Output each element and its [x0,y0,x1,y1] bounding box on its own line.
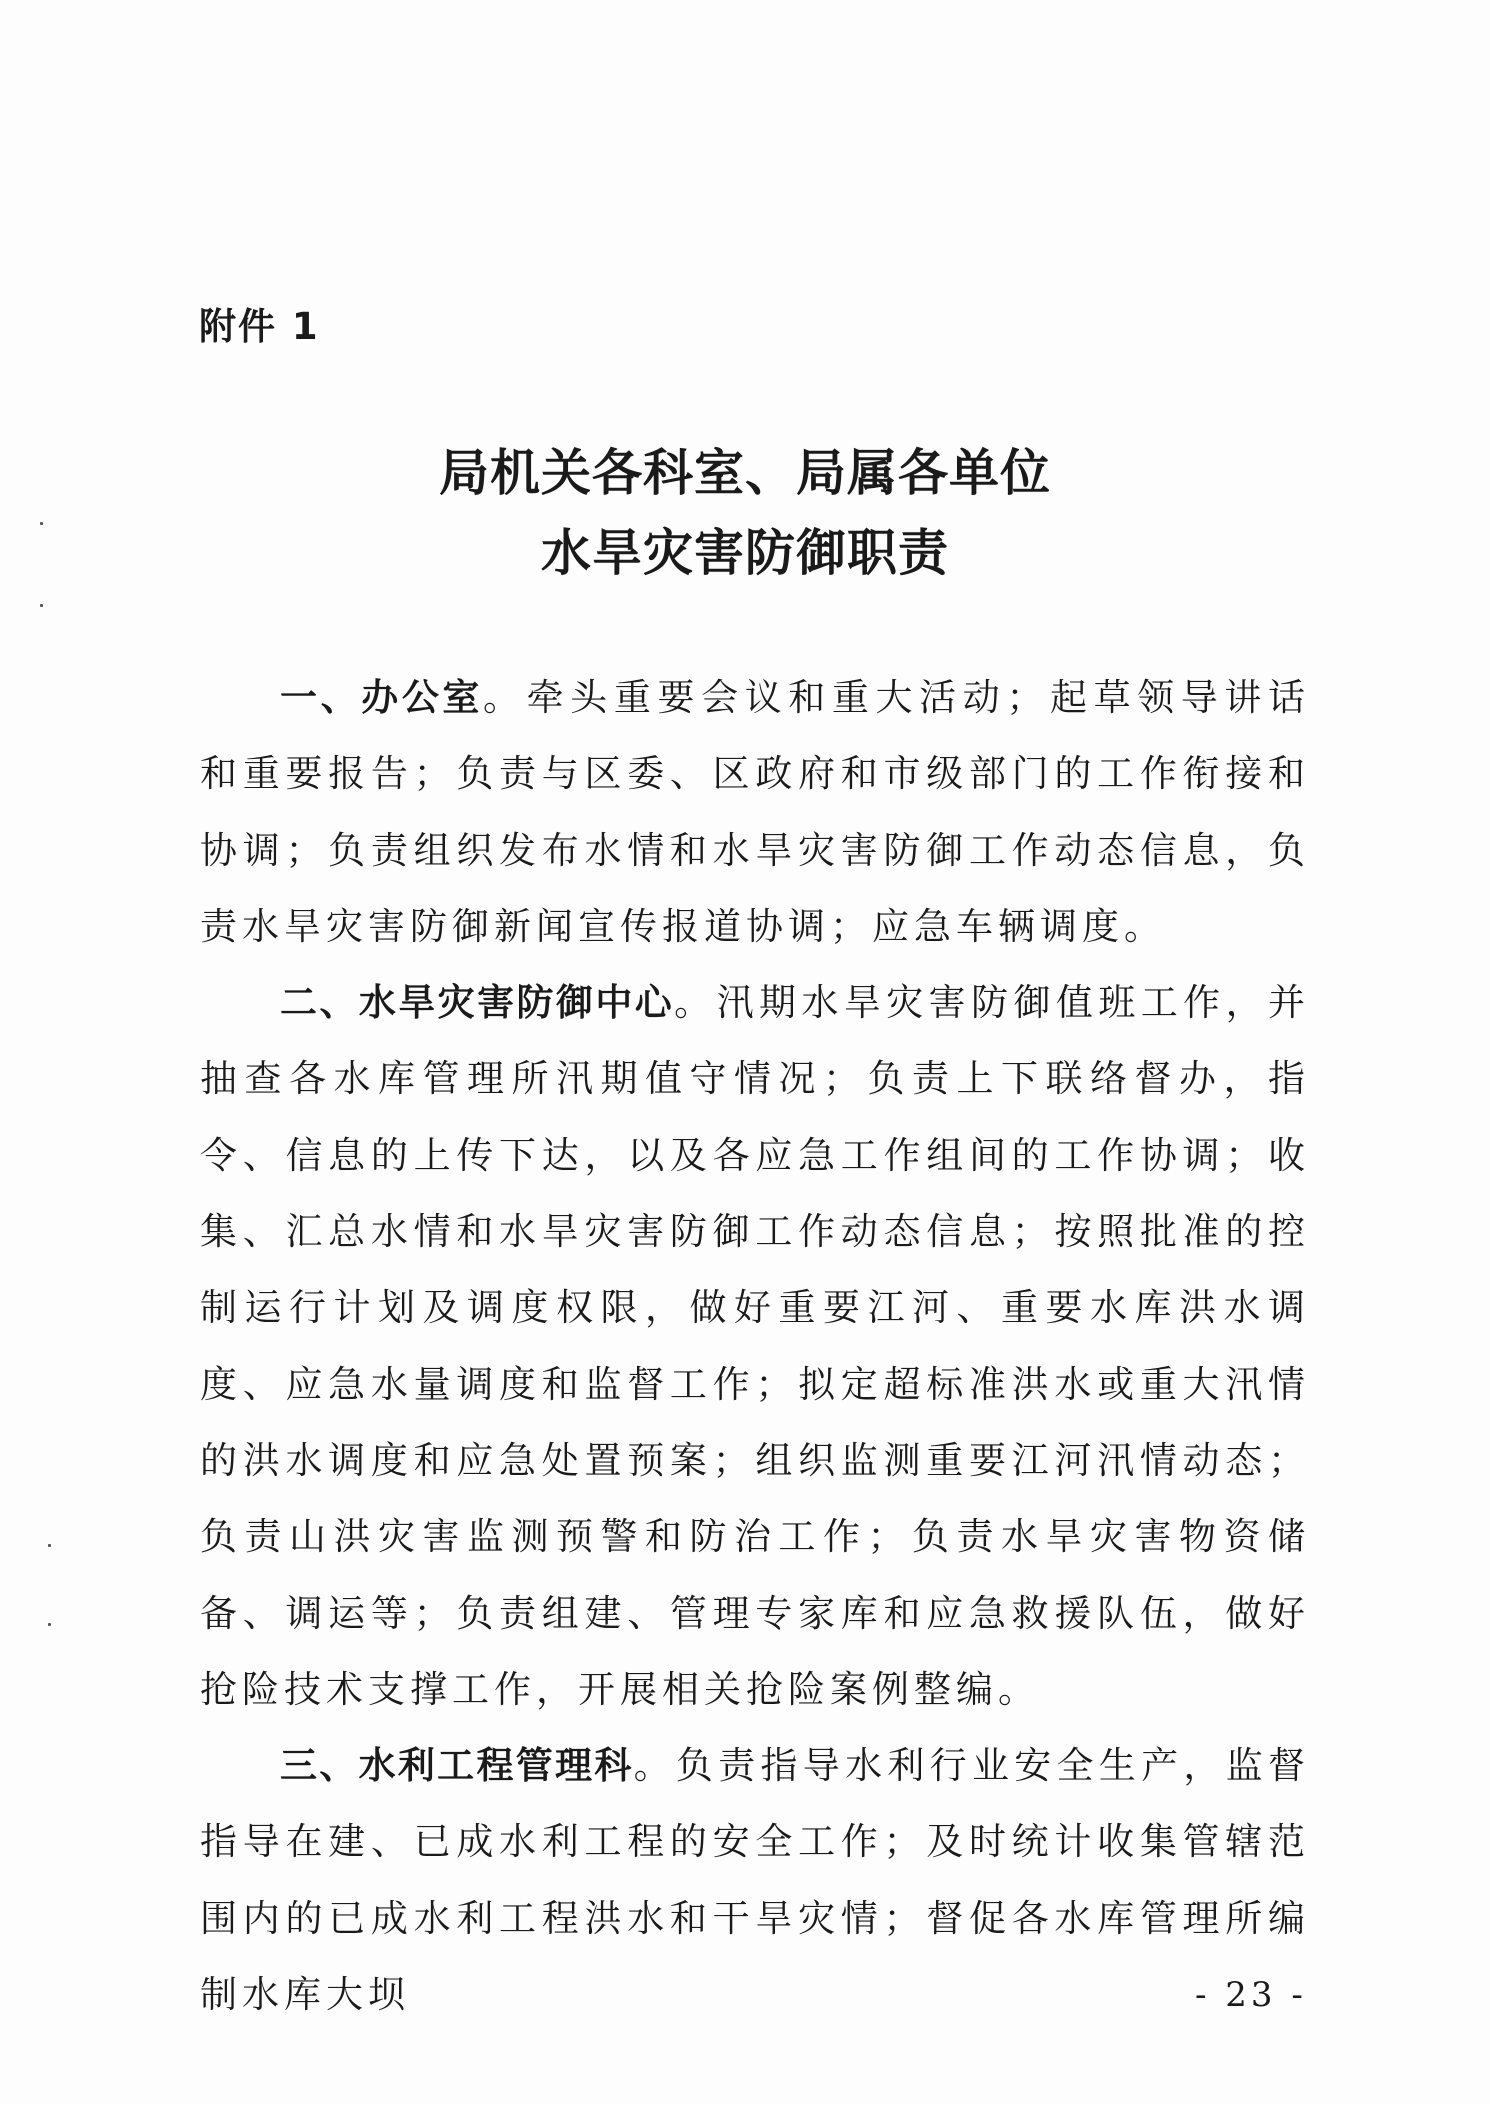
section-text: 。负责指导水利行业安全生产，监督指导在建、已成水利工程的安全工作；及时统计收集管辖范围内的已成水利工程洪水和干旱灾情；督促各水库管理所编制水库大坝 [200,1744,1310,2017]
section-heading: 一、办公室 [280,676,484,719]
section-paragraph [200,965,1310,1728]
scan-speck [40,604,43,607]
section-heading: 二、水旱灾害防御中心 [280,981,675,1025]
section-paragraph [200,660,1310,965]
document-body [200,660,1310,2033]
section-text: 。牵头重要会议和重大活动；起草领导讲话和重要报告；负责与区委、区政府和市级部门的工作衔接和协调；负责组织发布水情和水旱灾害防御工作动态信息，负责水旱灾害防御新闻宣传报道协调；应急车辆调度。 [200,676,1311,948]
document-title-line-1: 局机关各科室、局属各单位 [439,444,1051,502]
attachment-label: 附件 1 [199,305,320,348]
scan-speck [48,1623,51,1626]
document-title-line-2: 水旱灾害防御职责 [541,524,949,582]
page-number: - 23 - [1195,1975,1307,2015]
scan-speck [48,1544,51,1547]
section-heading: 三、水利工程管理科 [280,1744,634,1788]
section-paragraph [200,1728,1310,2033]
section-text: 。汛期水旱灾害防御值班工作，并抽查各水库管理所汛期值守情况；负责上下联络督办，指令、信息的上传下达，以及各应急工作组间的工作协调；收集、汇总水情和水旱灾害防御工作动态信息；按照批准的控制运行计划及调度权限，做好重要江河、重要水库洪水调度、应急水量调度和监督工作；拟定超标准洪水或重大汛情的洪水调度和应急处置预案；组织监测重要江河汛情动态；负责山洪灾害监测预警和防治工作；负责水旱灾害物资储备、调运等；负责组建、管理专家库和应急救援队伍，做好抢险技术支撑工作，开展相关抢险案例整编。 [200,981,1311,1711]
